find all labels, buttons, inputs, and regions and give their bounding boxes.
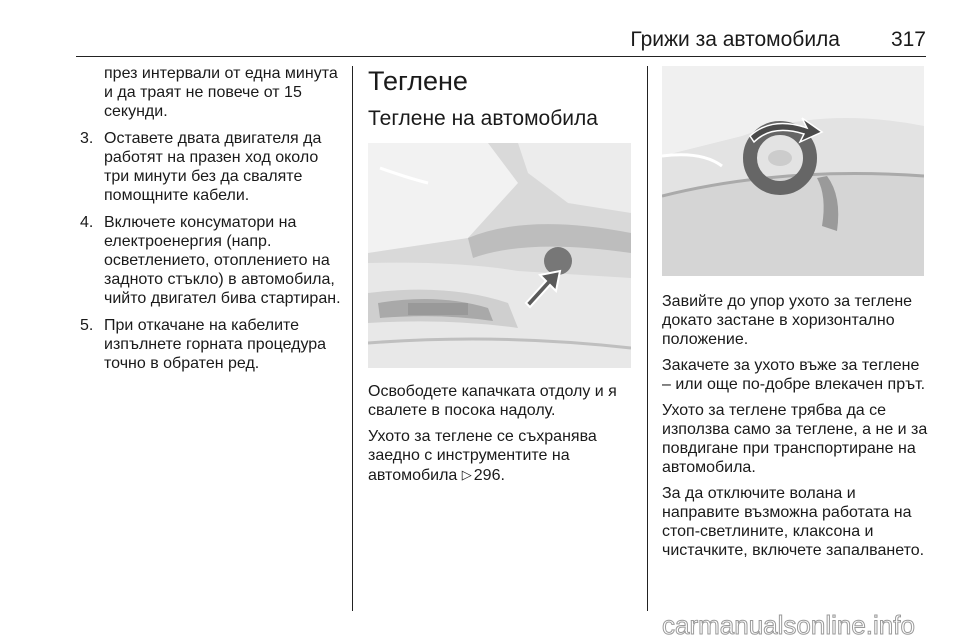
header-rule: [76, 56, 926, 57]
list-item: [78, 316, 344, 373]
column-2: [368, 66, 638, 492]
paragraph: Освободете капачката отдолу и я свалете в посока надолу.: [368, 383, 617, 419]
list-item: [78, 213, 344, 308]
column-3: [662, 66, 930, 567]
list-item: [78, 129, 344, 205]
list-item-number: 5.: [80, 317, 94, 334]
paragraph: За да отключите волана и направите възможна работата на стоп-светлините, клаксона и чистачките, включете запалването.: [662, 485, 925, 559]
list-item-number: 4.: [80, 214, 94, 231]
paragraph: Закачете за ухото въже за теглене – или още по-добре влекачен прът.: [662, 357, 926, 393]
page-header: [76, 28, 926, 52]
section-title: Грижи за автомобила: [630, 28, 840, 51]
section-heading: Теглене: [368, 66, 468, 96]
watermark: [658, 606, 958, 642]
arrow-right-icon: ▷: [461, 467, 472, 482]
list-item-text: При откачане на кабелите изпълнете горната процедура точно в обратен ред.: [104, 317, 327, 372]
page-number: 317: [890, 28, 926, 51]
figure-bumper-cover: [368, 143, 631, 368]
column-1: [78, 64, 344, 381]
paragraph: Завийте до упор ухото за теглене докато застане в хоризонтално положение.: [662, 293, 913, 348]
paragraph-text: Ухото за теглене се съхранява заедно с инструментите на автомобила: [368, 428, 597, 484]
section-subheading: Теглене на автомобила: [368, 107, 598, 130]
column-divider-1: [352, 66, 353, 611]
paragraph: [368, 427, 638, 485]
watermark-text: carmanualsonline.info: [662, 610, 915, 640]
paragraph: Ухото за теглене трябва да се използва само за теглене, а не и за повдигане при транспортиране на автомобила.: [662, 402, 928, 476]
column-divider-2: [647, 66, 648, 611]
figure-towing-eye: [662, 66, 924, 276]
list-item-text: Включете консуматори на електроенергия (напр. осветлението, отоплението на задното стъкло) в автомобила, чийто двигател бива стартиран.: [104, 214, 341, 307]
page-reference: 296.: [473, 467, 505, 484]
list-item-text: Оставете двата двигателя да работят на празен ход около три минути без да сваляте помощните кабели.: [104, 130, 322, 204]
continued-text: през интервали от една минута и да траят не повече от 15 секунди.: [104, 65, 338, 120]
list-item-number: 3.: [80, 130, 94, 147]
